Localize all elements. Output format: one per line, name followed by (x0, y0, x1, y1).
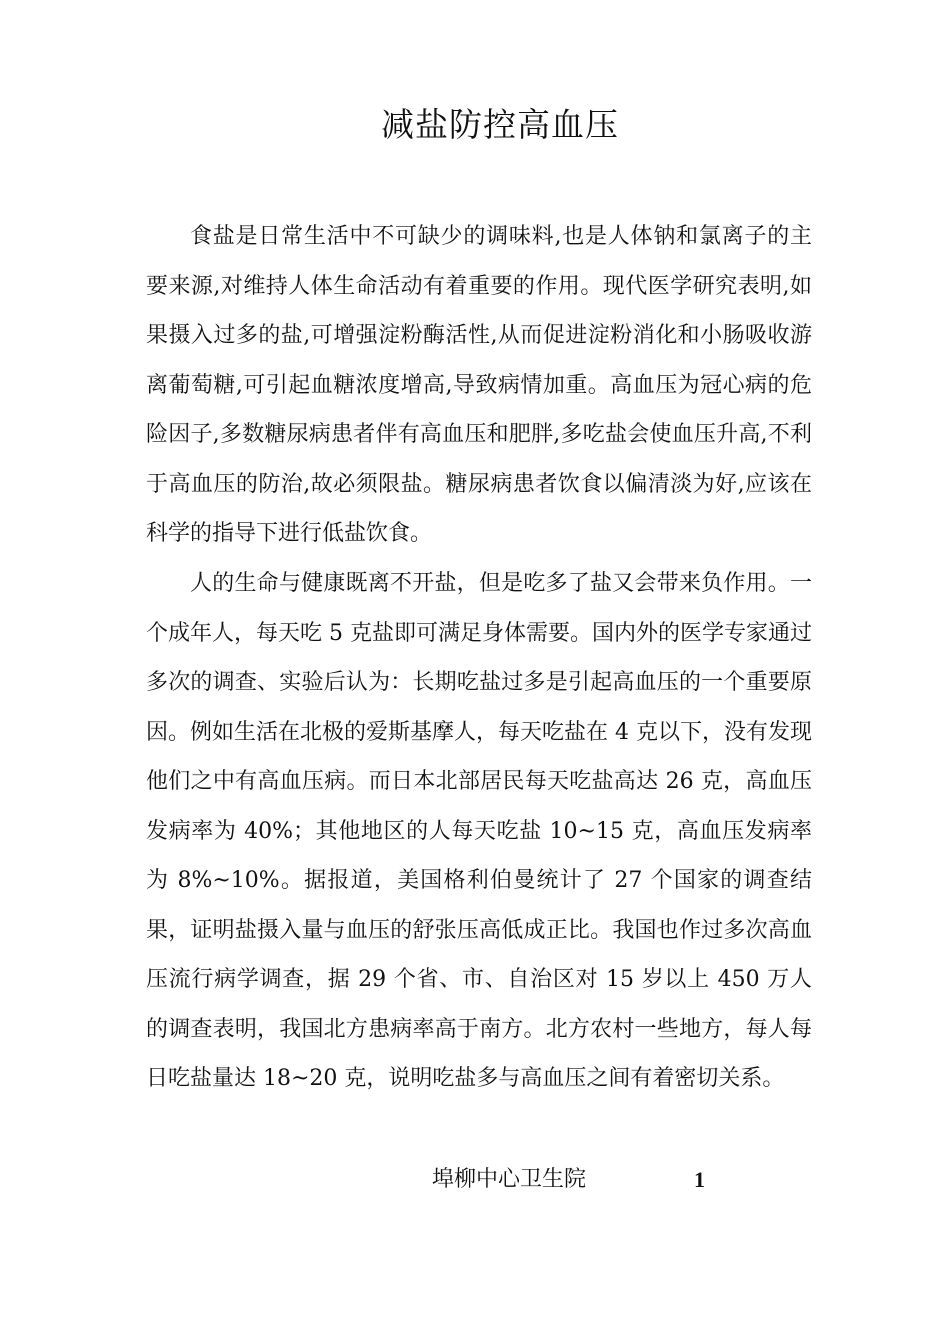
page-title: 减盐防控高血压 (381, 105, 619, 144)
body-paragraph-1: 食盐是日常生活中不可缺少的调味料,也是人体钠和氯离子的主要来源,对维持人体生命活动有着重要的作用。现代医学研究表明,如果摄入过多的盐,可增强淀粉酶活性,从而促进淀粉消化和小肠吸收游离葡萄糖,可引起血糖浓度增高,导致病情加重。高血压为冠心病的危险因子,多数糖尿病患者伴有高血压和肥胖,多吃盐会使血压升高,不利于高血压的防治,故必须限盐。糖尿病患者饮食以偏清淡为好,应该在科学的指导下进行低盐饮食。 (146, 224, 812, 546)
body-paragraph-2: 人的生命与健康既离不开盐，但是吃多了盐又会带来负作用。一个成年人，每天吃 5 克盐即可满足身体需要。国内外的医学专家通过多次的调查、实验后认为：长期吃盐过多是引起高血压的一个重要原因。例如生活在北极的爱斯基摩人，每天吃盐在 4 克以下，没有发现他们之中有高血压病。而日本北部居民每天吃盐高达 26 克，高血压发病率为 40%；其他地区的人每天吃盐 10~15 克，高血压发病率为 8%~10%。据报道，美国格利伯曼统计了 27 个国家的调查结果，证明盐摄入量与血压的舒张压高低成正比。我国也作过多次高血压流行病学调查，据 29 个省、市、自治区对 15 岁以上 450 万人的调查表明，我国北方患病率高于南方。北方农村一些地方，每人每日吃盐量达 18~20 克，说明吃盐多与高血压之间有着密切关系。 (146, 571, 812, 1091)
footer-organization: 埠柳中心卫生院 (432, 1167, 587, 1192)
page-number: 1 (694, 1167, 705, 1192)
